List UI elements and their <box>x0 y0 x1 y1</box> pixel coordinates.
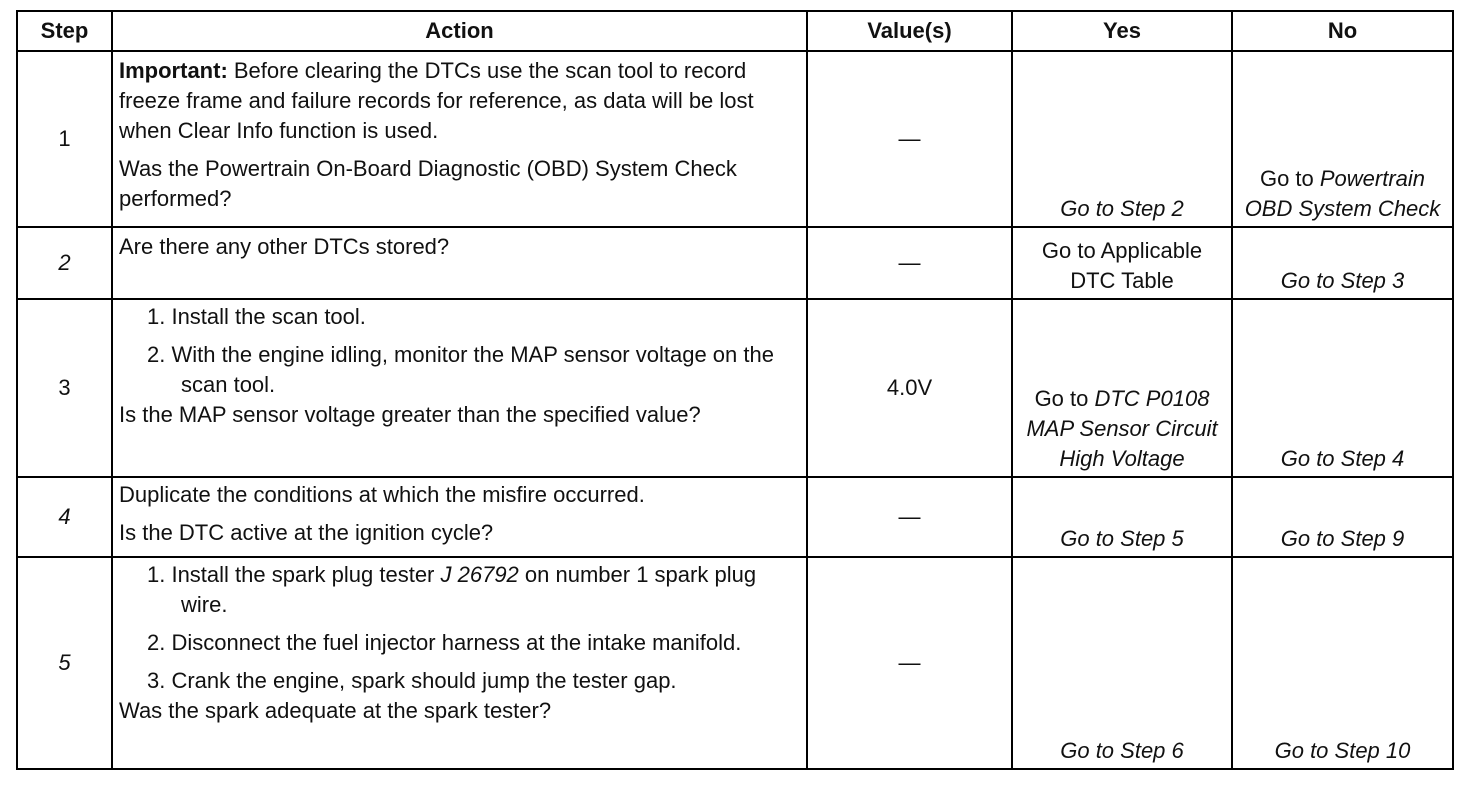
action-cell <box>112 557 807 769</box>
action-cell <box>112 51 807 227</box>
value-cell: — <box>807 557 1012 769</box>
step-number: 5 <box>17 557 112 769</box>
important-label: Important: <box>119 58 228 83</box>
action-item: 2. With the engine idling, monitor the MAP sensor voltage on the scan tool. <box>147 342 774 397</box>
table-row <box>17 477 1453 557</box>
table-row <box>17 557 1453 769</box>
header-step: Step <box>17 11 112 51</box>
yes-prefix: Go to <box>1034 386 1095 411</box>
no-cell: Go to Step 10 <box>1232 557 1453 769</box>
action-question: Is the DTC active at the ignition cycle? <box>119 520 494 545</box>
no-cell: Go to Step 3 <box>1232 227 1453 299</box>
no-link: Powertrain OBD System Check <box>1244 166 1441 221</box>
action-cell <box>112 227 807 299</box>
header-row <box>17 11 1453 51</box>
step-number: 1 <box>17 51 112 227</box>
header-action: Action <box>112 11 807 51</box>
yes-cell: Go to Step 5 <box>1012 477 1232 557</box>
item-text: 1. Install the spark plug tester <box>147 562 441 587</box>
tool-number: J 26792 <box>440 562 519 587</box>
step-number: 3 <box>17 299 112 477</box>
yes-cell: Go to Step 2 <box>1012 51 1232 227</box>
yes-cell <box>1012 299 1232 477</box>
action-item: 2. Disconnect the fuel injector harness at the intake manifold. <box>147 630 742 655</box>
action-question: Was the spark adequate at the spark tester? <box>119 698 552 723</box>
no-cell: Go to Step 4 <box>1232 299 1453 477</box>
diagnostic-table <box>16 10 1454 770</box>
header-value: Value(s) <box>807 11 1012 51</box>
important-text: Before clearing the DTCs use the scan tool to record freeze frame and failure records for reference, as data will be lost when Clear Info function is used. <box>119 58 754 143</box>
action-item: 1. Install the scan tool. <box>147 304 366 329</box>
action-cell <box>112 299 807 477</box>
item-text: on number 1 spark plug wire. <box>181 562 757 617</box>
action-instruction: Duplicate the conditions at which the misfire occurred. <box>119 482 645 507</box>
yes-link: DTC P0108 MAP Sensor Circuit High Voltage <box>1026 386 1218 471</box>
table-row <box>17 299 1453 477</box>
value-cell: — <box>807 51 1012 227</box>
table-row <box>17 51 1453 227</box>
value-cell: — <box>807 477 1012 557</box>
no-cell <box>1232 51 1453 227</box>
important-note <box>119 56 800 146</box>
action-item: 3. Crank the engine, spark should jump the tester gap. <box>147 668 677 693</box>
value-cell: 4.0V <box>807 299 1012 477</box>
table-row <box>17 227 1453 299</box>
action-question: Is the MAP sensor voltage greater than the specified value? <box>119 402 701 427</box>
action-question: Was the Powertrain On-Board Diagnostic (OBD) System Check performed? <box>119 156 737 211</box>
header-no: No <box>1232 11 1453 51</box>
step-number: 4 <box>17 477 112 557</box>
step-number: 2 <box>17 227 112 299</box>
no-prefix: Go to <box>1259 166 1320 191</box>
no-cell: Go to Step 9 <box>1232 477 1453 557</box>
header-yes: Yes <box>1012 11 1232 51</box>
action-cell <box>112 477 807 557</box>
action-item <box>119 560 800 620</box>
value-cell: — <box>807 227 1012 299</box>
action-question: Are there any other DTCs stored? <box>119 234 450 259</box>
yes-cell: Go to Step 6 <box>1012 557 1232 769</box>
yes-cell: Go to Applicable DTC Table <box>1012 227 1232 299</box>
